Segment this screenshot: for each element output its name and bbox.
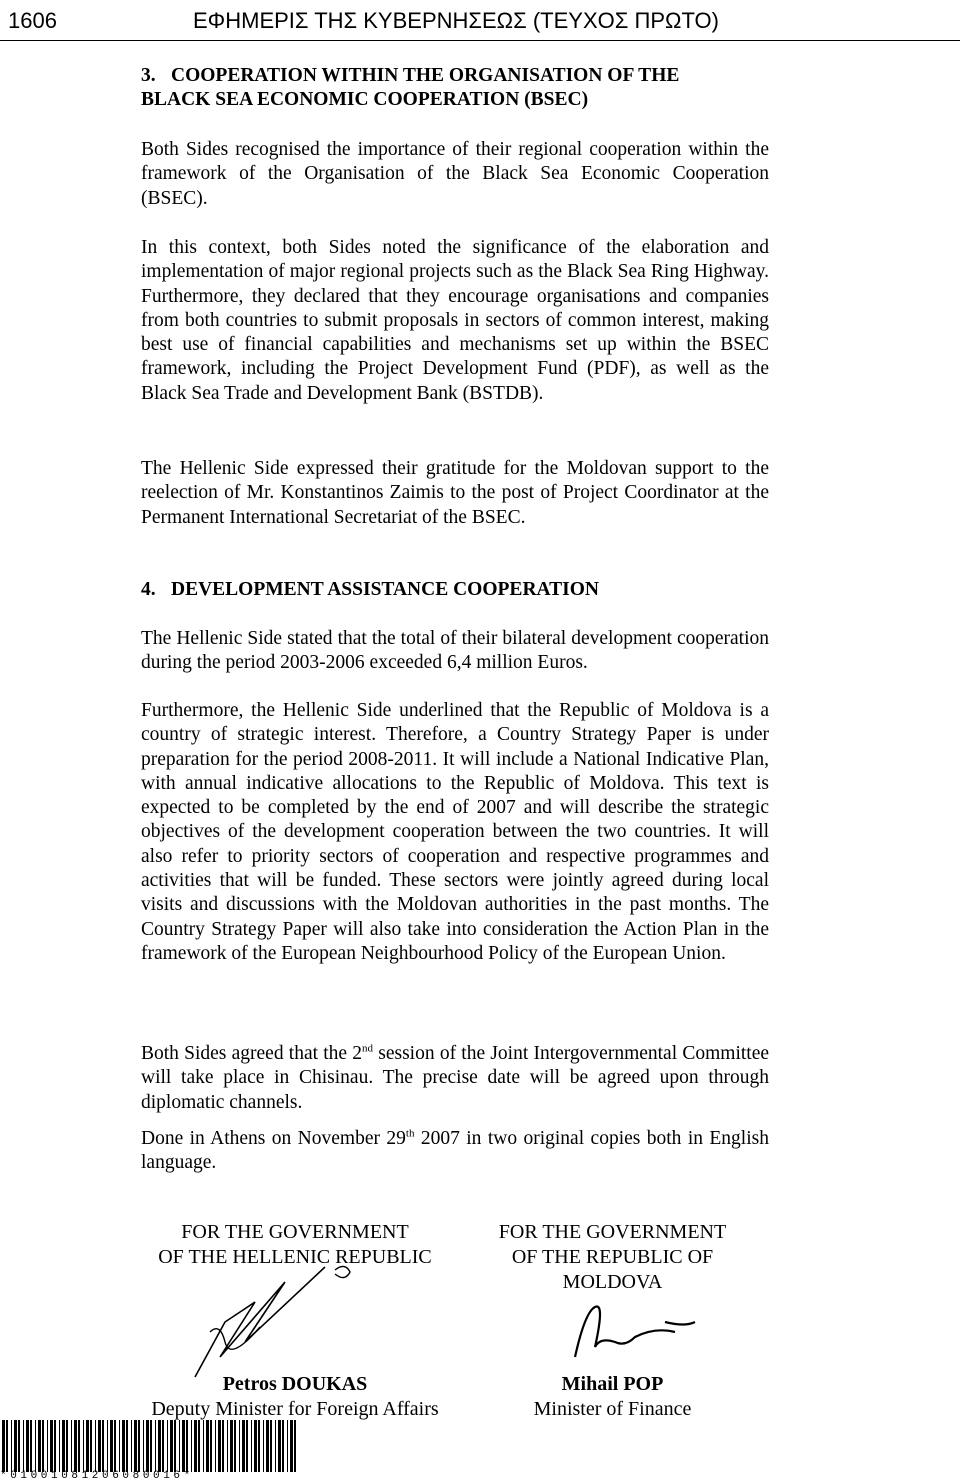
- barcode-bar: [246, 1420, 248, 1472]
- left-line1: FOR THE GOVERNMENT: [181, 1221, 409, 1243]
- section-4-paragraph-3: Both Sides agreed that the 2nd session of the Joint Intergovernmental Committee will take place in Chisinau. The precise date will be agreed upon through diplomatic channels.: [141, 1042, 770, 1113]
- header-rule: [0, 40, 960, 41]
- barcode-bar: [263, 1420, 264, 1472]
- barcode-bar: [230, 1420, 233, 1472]
- barcode-bar: [78, 1420, 80, 1472]
- signatory-left: [130, 1372, 460, 1422]
- barcode-bar: [287, 1420, 288, 1472]
- barcode-bar: [150, 1420, 152, 1472]
- barcode-bar: [71, 1420, 72, 1472]
- section-3-heading: [141, 64, 769, 113]
- barcode-bar: [258, 1420, 260, 1472]
- barcode-bar: [270, 1420, 272, 1472]
- signatory-right: [470, 1372, 755, 1422]
- barcode-bar: [222, 1420, 224, 1472]
- barcode-bar: [186, 1420, 188, 1472]
- signature-pop: [555, 1302, 705, 1362]
- barcode-bar: [14, 1420, 17, 1472]
- left-line2: OF THE HELLENIC REPUBLIC: [158, 1246, 432, 1268]
- barcode-bar: [282, 1420, 284, 1472]
- barcode-bar: [110, 1420, 113, 1472]
- barcode-bar: [198, 1420, 200, 1472]
- barcode-bar: [23, 1420, 24, 1472]
- barcode-bar: [98, 1420, 101, 1472]
- barcode-bar: [119, 1420, 120, 1472]
- barcode-bar: [251, 1420, 252, 1472]
- barcode-bar: [254, 1420, 257, 1472]
- section-4-paragraph-4: Done in Athens on November 29th 2007 in two original copies both in English language.: [141, 1127, 769, 1174]
- barcode-bar: [18, 1420, 20, 1472]
- section-4-paragraph-1: The Hellenic Side stated that the total of their bilateral development cooperation during the period 2003-2006 exceeded 6,4 million Euros.: [141, 628, 769, 674]
- barcode-bar: [122, 1420, 125, 1472]
- barcode-bar: [227, 1420, 228, 1472]
- section-4-heading: [141, 578, 769, 602]
- barcode-bar: [234, 1420, 236, 1472]
- barcode-bar: [158, 1420, 161, 1472]
- barcode-bar: [131, 1420, 132, 1472]
- barcode-bar: [126, 1420, 128, 1472]
- barcode-bar: [26, 1420, 29, 1472]
- barcode-bar: [102, 1420, 104, 1472]
- section-4-number: 4.: [141, 579, 156, 600]
- section-3-paragraph-2: In this context, both Sides noted the significance of the elaboration and implementation of major regional projects such as the Black Sea Ring Highway. Furthermore, they declared that they encourage organisations and companies from both countries to submit proposals in sectors of common interest, making best use of financial capabilities and mechanisms set up within the BSEC framework, including the Project Development Fund (PDF), as well as the Black Sea Trade and Development Bank (BSTDB).: [141, 237, 769, 404]
- barcode-text: *01001081206080016*: [0, 1470, 194, 1482]
- right-role: Minister of Finance: [533, 1398, 692, 1420]
- barcode-bar: [62, 1420, 65, 1472]
- section-3-title-line1: COOPERATION WITHIN THE ORGANISATION OF THE: [171, 65, 680, 86]
- barcode-bar: [266, 1420, 269, 1472]
- barcode-bar: [6, 1420, 8, 1472]
- barcode-bar: [182, 1420, 185, 1472]
- barcode-bar: [59, 1420, 60, 1472]
- barcode-bar: [146, 1420, 149, 1472]
- barcode-bar: [290, 1420, 293, 1472]
- barcode-bar: [11, 1420, 12, 1472]
- section-3-paragraph-3: The Hellenic Side expressed their gratitude for the Moldovan support to the reelection of Mr. Konstantinos Zaimis to the post of Project Coordinator at the Permanent International Secretariat of the BSEC.: [141, 458, 769, 528]
- barcode-bar: [155, 1420, 156, 1472]
- barcode-bar: [206, 1420, 209, 1472]
- barcode-bar: [47, 1420, 48, 1472]
- barcode-bar: [194, 1420, 197, 1472]
- signature-block-right: [470, 1220, 755, 1295]
- barcode-bar: [215, 1420, 216, 1472]
- barcode-bar: [42, 1420, 44, 1472]
- barcode-bar: [191, 1420, 192, 1472]
- barcode: [0, 1420, 300, 1472]
- barcode-bar: [38, 1420, 41, 1472]
- barcode-bar: [134, 1420, 137, 1472]
- barcode-bar: [35, 1420, 36, 1472]
- section-3-number: 3.: [141, 65, 156, 86]
- left-name: Petros DOUKAS: [222, 1373, 368, 1395]
- left-role: Deputy Minister for Foreign Affairs: [151, 1398, 439, 1420]
- signature-doukas: [185, 1262, 385, 1382]
- barcode-bar: [30, 1420, 32, 1472]
- barcode-bar: [74, 1420, 77, 1472]
- barcode-bar: [275, 1420, 276, 1472]
- barcode-bar: [242, 1420, 245, 1472]
- barcode-bar: [50, 1420, 53, 1472]
- barcode-bar: [138, 1420, 140, 1472]
- barcode-bar: [167, 1420, 168, 1472]
- barcode-bar: [210, 1420, 212, 1472]
- right-line2: OF THE REPUBLIC OF: [511, 1246, 714, 1268]
- barcode-bar: [179, 1420, 180, 1472]
- barcode-bar: [143, 1420, 144, 1472]
- barcode-bar: [90, 1420, 92, 1472]
- section-4-title: DEVELOPMENT ASSISTANCE COOPERATION: [171, 579, 600, 600]
- barcode-bar: [2, 1420, 5, 1472]
- barcode-bar: [95, 1420, 96, 1472]
- barcode-bar: [278, 1420, 281, 1472]
- barcode-bar: [83, 1420, 84, 1472]
- section-4-paragraph-2: Furthermore, the Hellenic Side underlined that the Republic of Moldova is a country of strategic interest. Therefore, a Country Strategy Paper is under preparation for the period 2008-2011. It will include a National Indicative Plan, with annual indicative allocations to the Republic of Moldova. This text is expected to be completed by the end of 2007 and will describe the strategic objectives of the development cooperation between the two countries. It will also refer to priority sectors of cooperation and respective programmes and activities that will be funded. These sectors were jointly agreed during local visits and discussions with the Moldovan authorities in the past months. The Country Strategy Paper will also take into consideration the Action Plan in the framework of the European Neighbourhood Policy of the European Union.: [141, 700, 769, 964]
- barcode-bar: [86, 1420, 89, 1472]
- barcode-bar: [114, 1420, 116, 1472]
- barcode-bar: [54, 1420, 56, 1472]
- right-line3: MOLDOVA: [562, 1271, 663, 1293]
- section-3-paragraph-1: Both Sides recognised the importance of their regional cooperation within the framework of the Organisation of the Black Sea Economic Cooperation (BSEC).: [141, 139, 769, 209]
- page-header: [8, 8, 960, 34]
- barcode-bar: [162, 1420, 164, 1472]
- barcode-bar: [218, 1420, 221, 1472]
- barcode-bar: [294, 1420, 296, 1472]
- barcode-bar: [239, 1420, 240, 1472]
- barcode-bar: [66, 1420, 68, 1472]
- barcode-bar: [203, 1420, 204, 1472]
- right-name: Mihail POP: [561, 1373, 664, 1395]
- section-3-title-line2: BLACK SEA ECONOMIC COOPERATION (BSEC): [141, 89, 589, 111]
- barcode-bar: [170, 1420, 173, 1472]
- page-number: 1606: [8, 8, 57, 33]
- barcode-bar: [107, 1420, 108, 1472]
- barcode-bar: [174, 1420, 176, 1472]
- journal-title: ΕΦΗΜΕΡΙΣ ΤΗΣ ΚΥΒΕΡΝΗΣΕΩΣ (ΤΕΥΧΟΣ ΠΡΩΤΟ): [193, 8, 719, 33]
- right-line1: FOR THE GOVERNMENT: [498, 1221, 727, 1243]
